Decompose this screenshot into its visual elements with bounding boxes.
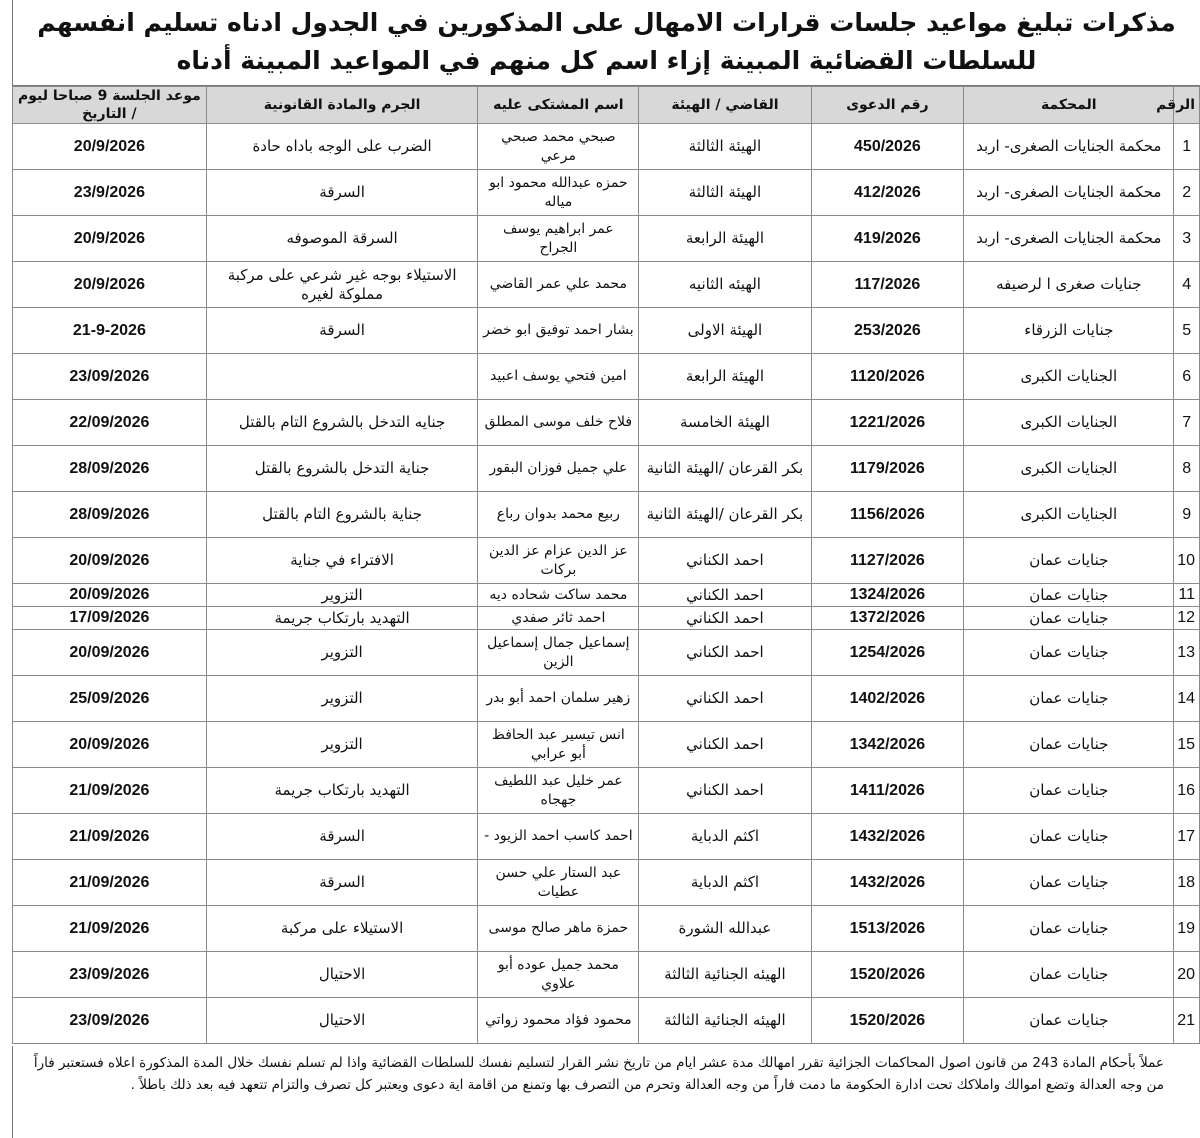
table-row (13, 906, 1200, 952)
cell-num: 13 (1174, 630, 1200, 676)
table-row (13, 998, 1200, 1044)
cell-case: 1254/2026 (811, 630, 964, 676)
cell-judge: الهيئة الاولى (639, 308, 811, 354)
cell-num: 9 (1174, 492, 1200, 538)
cell-num: 7 (1174, 400, 1200, 446)
cell-court: الجنايات الكبرى (964, 400, 1174, 446)
cell-defendant: علي جميل فوزان البقور (478, 446, 639, 492)
cell-case: 1520/2026 (811, 998, 964, 1044)
cell-court: جنايات عمان (964, 860, 1174, 906)
cell-crime: الاستيلاء بوجه غير شرعي على مركبة مملوكة لغيره (206, 262, 478, 308)
cell-defendant: حمزة ماهر صالح موسى (478, 906, 639, 952)
cell-judge: الهيئة الرابعة (639, 354, 811, 400)
cell-num: 10 (1174, 538, 1200, 584)
cell-defendant: عز الدين عزام عز الدين بركات (478, 538, 639, 584)
table-row (13, 492, 1200, 538)
cell-crime: السرقة (206, 814, 478, 860)
cell-defendant: صبحي محمد صبحي مرعي (478, 124, 639, 170)
cell-case: 1156/2026 (811, 492, 964, 538)
cell-case: 1127/2026 (811, 538, 964, 584)
cell-date: 20/09/2026 (13, 722, 207, 768)
cell-date: 23/09/2026 (13, 952, 207, 998)
cell-court: جنايات عمان (964, 676, 1174, 722)
cell-num: 3 (1174, 216, 1200, 262)
cell-court: الجنايات الكبرى (964, 492, 1174, 538)
cell-court: جنايات عمان (964, 998, 1174, 1044)
cell-court: جنايات عمان (964, 952, 1174, 998)
cell-case: 1324/2026 (811, 584, 964, 607)
cell-crime: الضرب على الوجه باداه حادة (206, 124, 478, 170)
cell-date: 20/09/2026 (13, 538, 207, 584)
cell-court: جنايات عمان (964, 768, 1174, 814)
table-row (13, 308, 1200, 354)
cell-date: 21/09/2026 (13, 906, 207, 952)
cell-defendant: عبد الستار علي حسن عطيات (478, 860, 639, 906)
cell-court: جنايات عمان (964, 630, 1174, 676)
table-header-row (13, 87, 1200, 124)
cell-case: 412/2026 (811, 170, 964, 216)
cell-defendant: بشار احمد توفيق ابو خضر (478, 308, 639, 354)
cell-defendant: احمد ثائر صفدي (478, 607, 639, 630)
cell-case: 1120/2026 (811, 354, 964, 400)
cell-judge: الهيئة الثالثة (639, 170, 811, 216)
cell-num: 8 (1174, 446, 1200, 492)
table-row (13, 216, 1200, 262)
cell-date: 21/09/2026 (13, 768, 207, 814)
cell-case: 1411/2026 (811, 768, 964, 814)
cell-judge: الهيئه الجنائية الثالثة (639, 998, 811, 1044)
cell-case: 1372/2026 (811, 607, 964, 630)
cell-num: 5 (1174, 308, 1200, 354)
cell-date: 23/09/2026 (13, 998, 207, 1044)
table-row (13, 584, 1200, 607)
cell-court: جنايات عمان (964, 906, 1174, 952)
cell-case: 117/2026 (811, 262, 964, 308)
cell-date: 23/9/2026 (13, 170, 207, 216)
cell-defendant: محمد علي عمر القاضي (478, 262, 639, 308)
cell-case: 450/2026 (811, 124, 964, 170)
cell-date: 23/09/2026 (13, 354, 207, 400)
cell-date: 20/09/2026 (13, 630, 207, 676)
cell-court: محكمة الجنايات الصغرى- اربد (964, 170, 1174, 216)
cell-defendant: ربيع محمد بدوان رباع (478, 492, 639, 538)
cell-num: 19 (1174, 906, 1200, 952)
cell-case: 1520/2026 (811, 952, 964, 998)
cell-court: جنايات صغرى ا لرصيفه (964, 262, 1174, 308)
cell-crime (206, 354, 478, 400)
cell-num: 15 (1174, 722, 1200, 768)
table-row (13, 262, 1200, 308)
cell-defendant: عمر خليل عبد اللطيف جهجاه (478, 768, 639, 814)
table-row (13, 170, 1200, 216)
cell-defendant: إسماعيل جمال إسماعيل الزين (478, 630, 639, 676)
cell-judge: اكثم الدباية (639, 860, 811, 906)
cell-num: 1 (1174, 124, 1200, 170)
cell-date: 20/9/2026 (13, 216, 207, 262)
header-case: رقم الدعوى (811, 87, 964, 124)
table-row (13, 722, 1200, 768)
cell-case: 1179/2026 (811, 446, 964, 492)
header-crime: الجرم والمادة القانونية (206, 87, 478, 124)
cell-date: 22/09/2026 (13, 400, 207, 446)
cell-case: 1342/2026 (811, 722, 964, 768)
cell-crime: التهديد بارتكاب جريمة (206, 607, 478, 630)
cell-crime: التزوير (206, 630, 478, 676)
cell-defendant: احمد كاسب احمد الزيود - (478, 814, 639, 860)
cell-court: الجنايات الكبرى (964, 446, 1174, 492)
cell-court: جنايات عمان (964, 607, 1174, 630)
cell-date: 28/09/2026 (13, 446, 207, 492)
cell-judge: احمد الكناني (639, 584, 811, 607)
cell-judge: الهيئة الثالثة (639, 124, 811, 170)
cell-defendant: زهير سلمان احمد أبو بدر (478, 676, 639, 722)
cell-judge: الهيئة الخامسة (639, 400, 811, 446)
cell-num: 21 (1174, 998, 1200, 1044)
table-row (13, 354, 1200, 400)
legal-notice-footer: عملاً بأحكام المادة 243 من قانون اصول المحاكمات الجزائية تقرر امهالك مدة عشر ايام من تاريخ نشر القرار لتسليم نفسك للسلطات القضائية واذا لم تسلم نفسك خلال المدة المذكورة اعلاه فستعتبر فاراً من وجه العدالة وتضع اموالك واملاكك تحت ادارة الحكومة ما دمت فاراً من وجه العدالة وتحرم من التصرف بها وتمنع من اقامة اية دعوى ويعتبر كل تصرف والتزام تتعهد فيه بعد ذلك باطلاً . (12, 1046, 1172, 1138)
table-row (13, 860, 1200, 906)
cell-crime: التزوير (206, 676, 478, 722)
notice-title: مذكرات تبليغ مواعيد جلسات قرارات الامهال على المذكورين في الجدول ادناه تسليم انفسهم للسلطات القضائية المبينة إزاء اسم كل منهم في المواعيد المبينة أدناه (12, 0, 1200, 86)
cell-court: جنايات عمان (964, 722, 1174, 768)
cell-crime: السرقة (206, 860, 478, 906)
cell-judge: احمد الكناني (639, 722, 811, 768)
cell-crime: السرقة (206, 170, 478, 216)
cell-case: 1221/2026 (811, 400, 964, 446)
cell-num: 14 (1174, 676, 1200, 722)
cell-crime: التزوير (206, 584, 478, 607)
cell-defendant: محمود فؤاد محمود زواتي (478, 998, 639, 1044)
table-row (13, 446, 1200, 492)
cell-date: 17/09/2026 (13, 607, 207, 630)
cell-num: 11 (1174, 584, 1200, 607)
cell-judge: اكثم الدباية (639, 814, 811, 860)
schedule-table (12, 86, 1200, 1044)
header-defendant: اسم المشتكى عليه (478, 87, 639, 124)
table-row (13, 768, 1200, 814)
cell-defendant: فلاح خلف موسى المطلق (478, 400, 639, 446)
cell-crime: جنايه التدخل بالشروع التام بالقتل (206, 400, 478, 446)
cell-crime: السرقة (206, 308, 478, 354)
cell-defendant: محمد جميل عوده أبو علاوي (478, 952, 639, 998)
cell-case: 1432/2026 (811, 860, 964, 906)
cell-num: 18 (1174, 860, 1200, 906)
cell-num: 20 (1174, 952, 1200, 998)
cell-court: جنايات الزرقاء (964, 308, 1174, 354)
cell-crime: التزوير (206, 722, 478, 768)
table-body (13, 124, 1200, 1044)
cell-court: محكمة الجنايات الصغرى- اربد (964, 216, 1174, 262)
table-row (13, 607, 1200, 630)
cell-defendant: حمزه عبدالله محمود ابو مياله (478, 170, 639, 216)
cell-court: الجنايات الكبرى (964, 354, 1174, 400)
cell-crime: السرقة الموصوفه (206, 216, 478, 262)
cell-defendant: انس تيسير عبد الحافظ أبو عرابي (478, 722, 639, 768)
cell-case: 253/2026 (811, 308, 964, 354)
cell-judge: بكر القرعان /الهيئة الثانية (639, 446, 811, 492)
cell-crime: الافتراء في جناية (206, 538, 478, 584)
header-date: موعد الجلسة 9 صباحا ليوم / التاريخ (13, 87, 207, 124)
cell-date: 20/9/2026 (13, 124, 207, 170)
cell-judge: احمد الكناني (639, 768, 811, 814)
cell-court: جنايات عمان (964, 538, 1174, 584)
table-row (13, 952, 1200, 998)
cell-crime: جناية بالشروع التام بالقتل (206, 492, 478, 538)
cell-num: 4 (1174, 262, 1200, 308)
header-num: الرقم (1174, 87, 1200, 124)
cell-num: 12 (1174, 607, 1200, 630)
cell-court: جنايات عمان (964, 584, 1174, 607)
cell-judge: بكر القرعان /الهيئة الثانية (639, 492, 811, 538)
cell-case: 1432/2026 (811, 814, 964, 860)
cell-num: 16 (1174, 768, 1200, 814)
table-row (13, 124, 1200, 170)
cell-crime: الاحتيال (206, 952, 478, 998)
cell-date: 20/9/2026 (13, 262, 207, 308)
table-row (13, 676, 1200, 722)
cell-defendant: عمر ابراهيم يوسف الجراح (478, 216, 639, 262)
cell-date: 21/09/2026 (13, 860, 207, 906)
header-court: المحكمة (964, 87, 1174, 124)
cell-crime: التهديد بارتكاب جريمة (206, 768, 478, 814)
header-judge: القاضي / الهيئة (639, 87, 811, 124)
cell-date: 25/09/2026 (13, 676, 207, 722)
cell-defendant: محمد ساكت شحاده ديه (478, 584, 639, 607)
cell-date: 28/09/2026 (13, 492, 207, 538)
cell-date: 21-9-2026 (13, 308, 207, 354)
cell-judge: الهيئه الثانيه (639, 262, 811, 308)
cell-judge: عبدالله الشورة (639, 906, 811, 952)
table-row (13, 400, 1200, 446)
table-row (13, 814, 1200, 860)
cell-judge: الهيئة الرابعة (639, 216, 811, 262)
cell-crime: الاحتيال (206, 998, 478, 1044)
cell-case: 1513/2026 (811, 906, 964, 952)
cell-date: 21/09/2026 (13, 814, 207, 860)
cell-date: 20/09/2026 (13, 584, 207, 607)
cell-judge: احمد الكناني (639, 607, 811, 630)
cell-case: 1402/2026 (811, 676, 964, 722)
cell-judge: احمد الكناني (639, 538, 811, 584)
table-row (13, 538, 1200, 584)
cell-case: 419/2026 (811, 216, 964, 262)
cell-num: 2 (1174, 170, 1200, 216)
table-row (13, 630, 1200, 676)
cell-defendant: امين فتحي يوسف اعبيد (478, 354, 639, 400)
cell-court: محكمة الجنايات الصغرى- اربد (964, 124, 1174, 170)
cell-num: 17 (1174, 814, 1200, 860)
cell-judge: احمد الكناني (639, 676, 811, 722)
cell-crime: جناية التدخل بالشروع بالقتل (206, 446, 478, 492)
cell-judge: احمد الكناني (639, 630, 811, 676)
cell-judge: الهيئه الجنائية الثالثة (639, 952, 811, 998)
cell-num: 6 (1174, 354, 1200, 400)
cell-crime: الاستيلاء على مركبة (206, 906, 478, 952)
cell-court: جنايات عمان (964, 814, 1174, 860)
